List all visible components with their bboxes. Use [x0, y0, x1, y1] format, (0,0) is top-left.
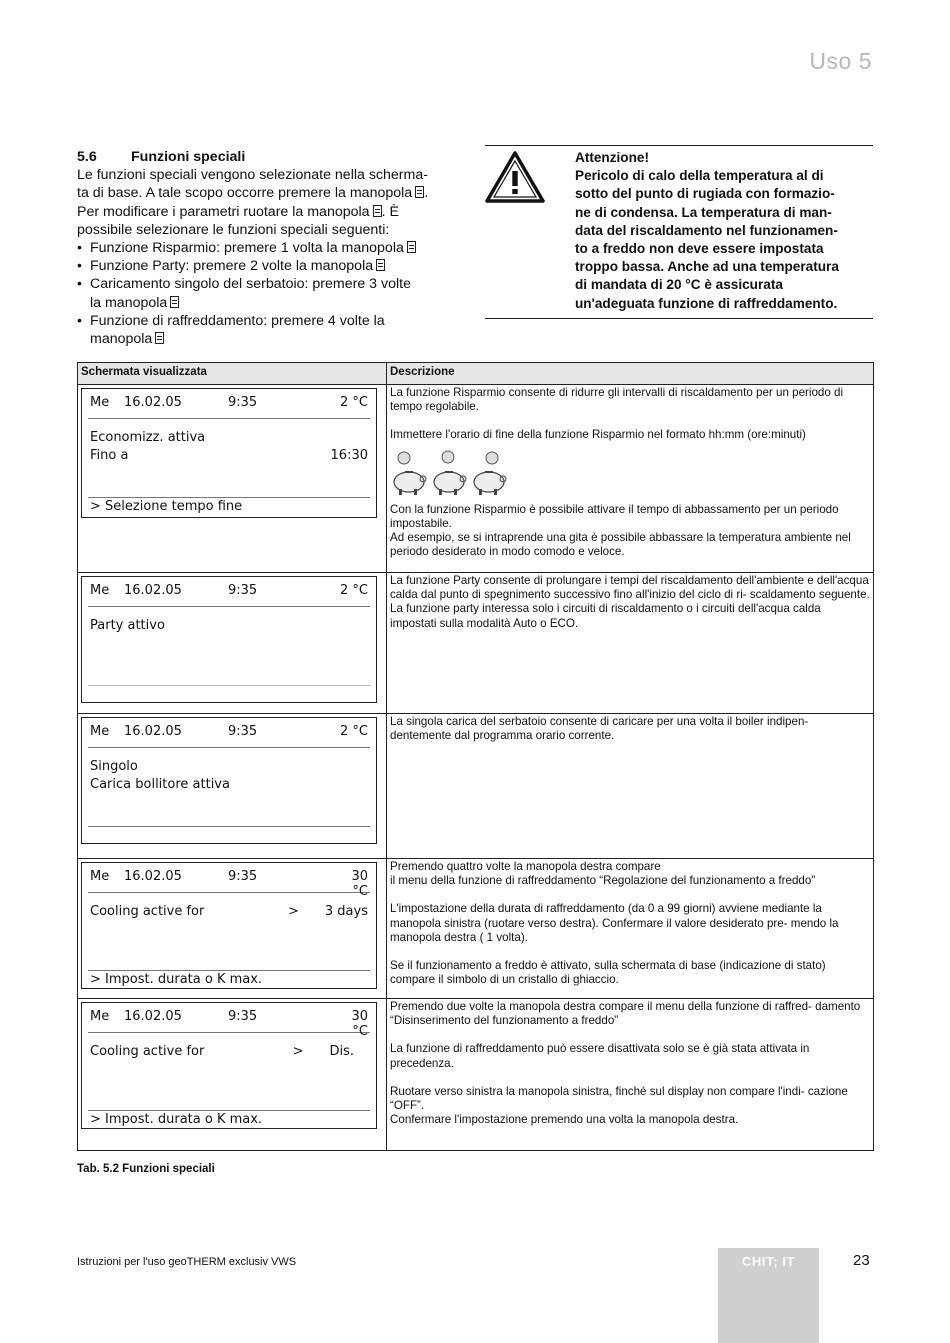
piggy-bank-icon: [470, 449, 508, 497]
knob-icon: [155, 332, 164, 344]
warning-line: sotto del punto di rugiada con formazio-: [575, 186, 835, 202]
screen-body: Party attivo: [90, 618, 165, 633]
display-screen: [81, 862, 377, 989]
footer-document-title: Istruzioni per l'uso geoTHERM exclusiv VWS: [77, 1256, 297, 1268]
table-header-row: [78, 363, 874, 385]
description: La funzione Risparmio consente di ridurre gli intervalli di riscaldamento per un periodo di tempo regolabile. Immettere l'orario di fine della funzione Risparmio nel formato hh:mm (ore:minuti) Con la funzione Risparmio è possibile attivare il tempo di abbassamento per un periodo impostabile. Ad esempio, se si intraprende una gita è possibile abbassare la temperatura ambiente nel periodo desiderato in modo comodo e veloce.: [387, 385, 873, 563]
knob-icon: [373, 205, 382, 217]
description: La singola carica del serbatoio consente di caricare per una volta il boiler indipen- dentemente dal programma orario corrente.: [390, 715, 809, 743]
special-functions-table: [77, 362, 874, 1151]
section-intro: [77, 166, 467, 239]
table-row: [78, 573, 874, 714]
piggy-bank-icon: [430, 449, 468, 497]
page-number: 23: [853, 1252, 870, 1269]
list-item: • Caricamento singolo del serbatoio: premere 3 volte la manopola: [77, 275, 467, 311]
table-caption: Tab. 5.2 Funzioni speciali: [77, 1163, 215, 1175]
description: La funzione Party consente di prolungare i tempi del riscaldamento dell'ambiente e dell'acqua calda dal punto di spegnimento successivo fino all'inizio del ciclo di ri- scaldamento seguente. La funzione party interessa solo i circuiti di riscaldamento o i circuiti dell'acqua calda impostati sulla modalità Auto o ECO.: [390, 574, 870, 630]
knob-icon: [407, 241, 416, 253]
screen-footer: > Impost. durata o K max.: [90, 1112, 263, 1127]
warning-line: data del riscaldamento nel funzionamen-: [575, 222, 838, 238]
footer-language: CHIT; IT: [741, 1254, 796, 1269]
description: Premendo quattro volte la manopola destra compare il menu della funzione di raffreddamento “Regolazione del funzionamento a freddo" L'impostazione della durata di raffreddamento (da 0 a 99 giorni) avviene mediante la manopola sinistra (ruotare verso destra). Confermare il valore desiderato pre- mendo la manopola destra ( 1 volta). Se il funzionamento a freddo è attivato, sulla schermata di base (indicazione di stato) compare il simbolo di un cristallo di ghiaccio.: [390, 860, 839, 987]
warning-line: troppo bassa. Anche ad una temperatura: [575, 259, 839, 275]
warning-triangle-icon: [485, 150, 545, 204]
screen-body: Singolo Carica bollitore attiva: [90, 759, 230, 792]
intro-line: ta di base. A tale scopo occorre premere la manopola .: [77, 185, 429, 202]
knob-icon: [415, 186, 424, 198]
warning-line: Pericolo di calo della temperatura al di: [575, 168, 824, 184]
page-header-title: Uso 5: [809, 48, 872, 74]
list-item: • Funzione di raffreddamento: premere 4 volte la manopola: [77, 312, 467, 348]
list-item: • Funzione Risparmio: premere 1 volta la manopola: [77, 239, 467, 257]
screen-status-bar: Me 16.02.05 9:35 2 °C: [90, 724, 368, 739]
knob-icon: [376, 259, 385, 271]
section-text: [77, 148, 467, 348]
screen-status-bar: Me 16.02.05 9:35 2 °C: [90, 395, 368, 410]
table-row: [78, 385, 874, 573]
warning-line: ne di condensa. La temperatura di man-: [575, 204, 832, 220]
screen-body: Economizz. attiva Fino a 16:30: [90, 430, 368, 463]
warning-line: un'adeguata funzione di raffreddamento.: [575, 295, 838, 311]
section-title: Funzioni speciali: [131, 149, 246, 165]
footer-language-tab: [718, 1248, 819, 1343]
display-screen: [81, 388, 377, 518]
screen-body: Cooling active for > Dis.: [90, 1044, 354, 1059]
intro-line: possibile selezionare le funzioni speciali seguenti:: [77, 221, 390, 238]
table-row: [78, 999, 874, 1151]
knob-icon: [170, 296, 179, 308]
intro-line: Per modificare i parametri ruotare la manopola . È: [77, 203, 399, 220]
warning-line: di mandata di 20 °C è assicurata: [575, 277, 783, 293]
column-header: Descrizione: [387, 363, 874, 385]
piggy-bank-icons: [390, 449, 870, 497]
warning-box: [485, 145, 873, 319]
table-row: [78, 859, 874, 999]
description: Premendo due volte la manopola destra compare il menu della funzione di raffred- damento “Disinserimento del funzionamento a freddo” La funzione di raffreddamento può essere disattivata solo se è già stata attivata in precedenza. Ruotare verso sinistra la manopola sinistra, finché sul display non compare l'indi- cazione “OFF”. Confermare l'impostazione premendo una volta la manopola destra.: [390, 1000, 861, 1127]
display-screen: [81, 1002, 377, 1129]
warning-text: [575, 149, 873, 313]
column-header: Schermata visualizzata: [78, 363, 387, 385]
screen-status-bar: Me 16.02.05 9:35 2 °C: [90, 583, 368, 598]
intro-line: Le funzioni speciali vengono selezionate nella scherma-: [77, 167, 428, 184]
warning-title: Attenzione!: [575, 150, 650, 165]
screen-body: Cooling active for > 3 days: [90, 904, 368, 919]
display-screen: [81, 717, 377, 844]
screen-status-bar: Me 16.02.05 9:35 30 °C: [90, 869, 368, 899]
function-list: [77, 239, 467, 348]
display-screen: [81, 576, 377, 703]
screen-footer: > Impost. durata o K max.: [90, 972, 263, 987]
section-heading: [77, 148, 467, 166]
piggy-bank-icon: [390, 449, 428, 497]
warning-line: to a freddo non deve essere impostata: [575, 241, 824, 257]
screen-status-bar: Me 16.02.05 9:35 30 °C: [90, 1009, 368, 1039]
list-item: • Funzione Party: premere 2 volte la manopola: [77, 257, 467, 275]
section-number: 5.6: [77, 149, 97, 165]
screen-footer: > Selezione tempo fine: [90, 499, 243, 514]
table-row: [78, 714, 874, 859]
